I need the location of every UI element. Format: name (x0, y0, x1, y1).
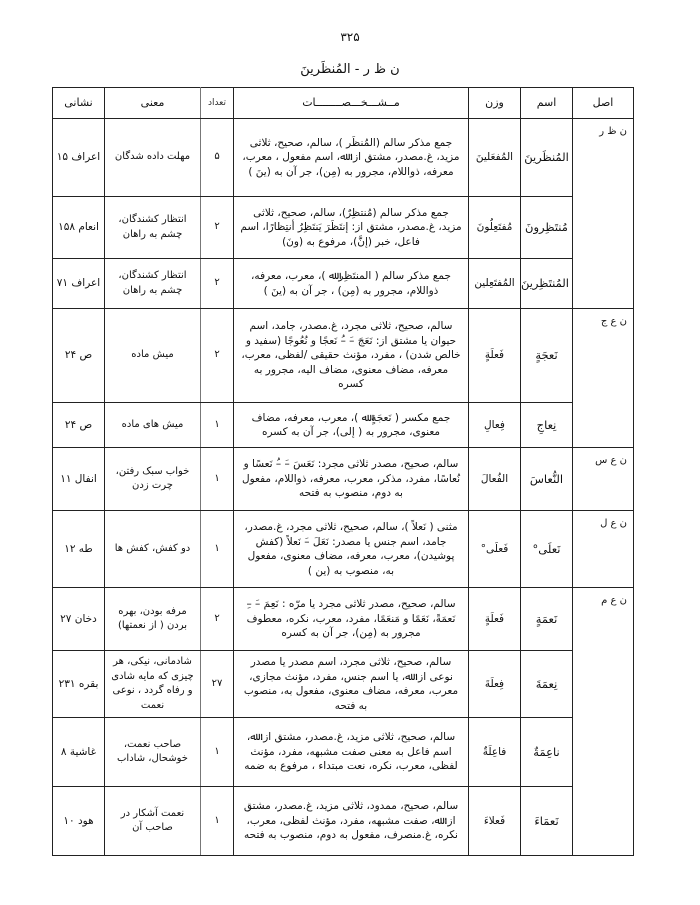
noun-cell: نَعمَةٍ (521, 588, 573, 651)
description-cell: جمع مذکر سالم (المُنظَر )، سالم، صحیح، ثلاثی مزید، غ.مصدر، مشتق از: ﷲ، اسم مفعول ، معرب، معرفه، ذواللام، مجرور به (مِن)، جر آن به (ینَ ) (234, 119, 469, 197)
meaning-cell: انتظار کشندگان، چشم به راهان (105, 259, 201, 309)
page-number: ۳۲۵ (340, 30, 360, 44)
root-cell: ن ع ج (573, 309, 634, 448)
meaning-cell: شادمانی، نیکی، هر چیزی که مایه شادی و رفاه گردد ، نوعی نعمت (105, 651, 201, 718)
count-cell: ۱ (201, 448, 234, 511)
noun-cell: نَعمَاءَ (521, 787, 573, 856)
pattern-cell: فَعلَی° (469, 511, 521, 588)
pattern-cell: فَعلَةٍ (469, 309, 521, 403)
reference-cell: دخان ۲۷ (53, 588, 105, 651)
reference-cell: غاشیة ۸ (53, 718, 105, 787)
reference-cell: انفال ۱۱ (53, 448, 105, 511)
root-cell: ن ع م (573, 588, 634, 856)
noun-cell: النُّعاسَ (521, 448, 573, 511)
root-cell: ن ظ ر (573, 119, 634, 309)
reference-cell: بقره ۲۳۱ (53, 651, 105, 718)
table-row (53, 309, 634, 403)
pattern-cell: المُفتَعِلین (469, 259, 521, 309)
noun-cell: نَعجَةٍ (521, 309, 573, 403)
pattern-cell: فاعِلَةٌ (469, 718, 521, 787)
meaning-cell: دو کفش، کفش ها (105, 511, 201, 588)
pattern-cell: فِعلَةَ (469, 651, 521, 718)
meaning-cell: مهلت داده شدگان (105, 119, 201, 197)
count-cell: ۲۷ (201, 651, 234, 718)
meaning-cell: میش ماده (105, 309, 201, 403)
reference-cell: ص ۲۴ (53, 403, 105, 448)
reference-cell: اعراف ۷۱ (53, 259, 105, 309)
noun-cell: المُنظَرینَ (521, 119, 573, 197)
pattern-cell: الفُعالَ (469, 448, 521, 511)
noun-cell: ناعِمَةٌ (521, 718, 573, 787)
meaning-cell: نعمت آشکار در صاحب آن (105, 787, 201, 856)
pattern-cell: مُفتَعِلُونَ (469, 197, 521, 259)
table-row (53, 511, 634, 588)
description-cell: سالم، صحیح، مصدر ثلاثی مجرد: نَعَسَ –َ –ُ نَعسًا و نُعاسًا، مفرد، مذکر، معرب، معرفه، ذواللام، مفعول به دوم، منصوب به فتحه (234, 448, 469, 511)
reference-cell: هود ۱۰ (53, 787, 105, 856)
count-cell: ۲ (201, 197, 234, 259)
description-cell: سالم، صحیح، ممدود، ثلاثی مزید، غ.مصدر، مشتق از: ﷲ، صفت مشبهه، مفرد، مؤنث لفظی، معرب، نکره، غ.منصرف، مفعول به دوم، منصوب به فتحه (234, 787, 469, 856)
table-row (53, 259, 634, 309)
count-cell: ۱ (201, 787, 234, 856)
meaning-cell: مرفه بودن، بهره بردن ( از نعمتها) (105, 588, 201, 651)
description-cell: سالم، صحیح، ثلاثی مجرد، غ.مصدر، جامد، اسم حیوان یا مشتق از: نَعَجَ –َ –ُ نَعجًا و نُعُوجًا (سفید و خالص شدن) ، مفرد، مؤنث حقیقی /لفظی، معرب، معرفه، مضاف معنوی، مضاف الیه، مجرور به کسره (234, 309, 469, 403)
meaning-cell: انتظار کشندگان، چشم به راهان (105, 197, 201, 259)
reference-cell: طه ۱۲ (53, 511, 105, 588)
noun-cell: نِعمَةَ (521, 651, 573, 718)
meaning-cell: میش های ماده (105, 403, 201, 448)
meaning-cell: صاحب نعمت، خوشحال، شاداب (105, 718, 201, 787)
count-cell: ۲ (201, 309, 234, 403)
header-row (53, 88, 634, 119)
table-row (53, 718, 634, 787)
table-row (53, 448, 634, 511)
table-row (53, 787, 634, 856)
reference-cell: انعام ۱۵۸ (53, 197, 105, 259)
noun-cell: نَعلَی° (521, 511, 573, 588)
pattern-cell: فَعلاءَ (469, 787, 521, 856)
count-cell: ۲ (201, 588, 234, 651)
header-count: تعداد (201, 88, 234, 119)
noun-cell: المُنتَظِرینَ (521, 259, 573, 309)
root-cell: ن ع ل (573, 511, 634, 588)
header-pattern: وزن (469, 88, 521, 119)
header-reference: نشانی (53, 88, 105, 119)
count-cell: ۵ (201, 119, 234, 197)
count-cell: ۱ (201, 403, 234, 448)
table-row (53, 197, 634, 259)
header-description: مــشـــخـــصــــــــات (234, 88, 469, 119)
reference-cell: اعراف ۱۵ (53, 119, 105, 197)
header-root: اصل (573, 88, 634, 119)
description-cell: جمع مذکر سالم ( المنتَظِر ﷲ )، معرب، معرفه، ذواللام، مجرور به (مِن) ، جر آن به (ینَ ) (234, 259, 469, 309)
header-meaning: معنی (105, 88, 201, 119)
table-row (53, 588, 634, 651)
meaning-cell: خواب سبک رفتن، چرت زدن (105, 448, 201, 511)
description-cell: سالم، صحیح، ثلاثی مجرد، اسم مصدر یا مصدر نوعی از: ﷲ، یا اسم جنس، مفرد، مؤنث مجازی، معرب، معرفه، مضاف معنوی، مفعول به، منصوب به فتحه (234, 651, 469, 718)
reference-cell: ص ۲۴ (53, 309, 105, 403)
pattern-cell: فَعلَةٍ (469, 588, 521, 651)
description-cell: جمع مذکر سالم (مُنتظِرٌ)، سالم، صحیح، ثلاثی مزید، غ.مصدر، مشتق از: إنتَظَرَ یَنتَظِرُ أنتِظارًا، اسم فاعل، خبر (إنَّ)، مرفوع به (ونَ) (234, 197, 469, 259)
count-cell: ۲ (201, 259, 234, 309)
description-cell: سالم، صحیح، مصدر ثلاثی مجرد یا مرّه : نَعِمَ –َ –ِ نَعمَةً، نَعَمًا و مَنعَمًا، مفرد، معرب، نکره، معطوف مجرور به (مِن)، جر آن به کسره (234, 588, 469, 651)
description-cell: سالم، صحیح، ثلاثی مزید، غ.مصدر، مشتق از: ﷲ، اسم فاعل به معنی صفت مشبهه، مفرد، مؤنث لفظی، معرب، نکره، نعت مبتداء ، مرفوع به ضمه (234, 718, 469, 787)
table-row (53, 403, 634, 448)
pattern-cell: المُفعَلینَ (469, 119, 521, 197)
description-cell: جمع مکسر ( نَعجَةٍ ﷲ )، معرب، معرفه، مضاف معنوی، مجرور به ( إلی)، جر آن به کسره (234, 403, 469, 448)
count-cell: ۱ (201, 511, 234, 588)
table-row (53, 651, 634, 718)
pattern-cell: فِعالِ (469, 403, 521, 448)
root-cell: ن ع س (573, 448, 634, 511)
noun-cell: نِعاجِ (521, 403, 573, 448)
description-cell: مثنی ( نَعلاً )، سالم، صحیح، ثلاثی مجرد، غ.مصدر، جامد، اسم جنس یا مصدر: نَعَلَ –َ نَعلاً (کفش پوشیدن)، معرب، معرفه، مضاف معنوی، مفعول به، منصوب به (ین ) (234, 511, 469, 588)
noun-cell: مُنتَظِرونَ (521, 197, 573, 259)
lexicon-table (52, 87, 634, 856)
header-noun: اسم (521, 88, 573, 119)
page-title: ن ظ ر - المُنظَرینَ (300, 62, 400, 77)
table-row (53, 119, 634, 197)
count-cell: ۱ (201, 718, 234, 787)
